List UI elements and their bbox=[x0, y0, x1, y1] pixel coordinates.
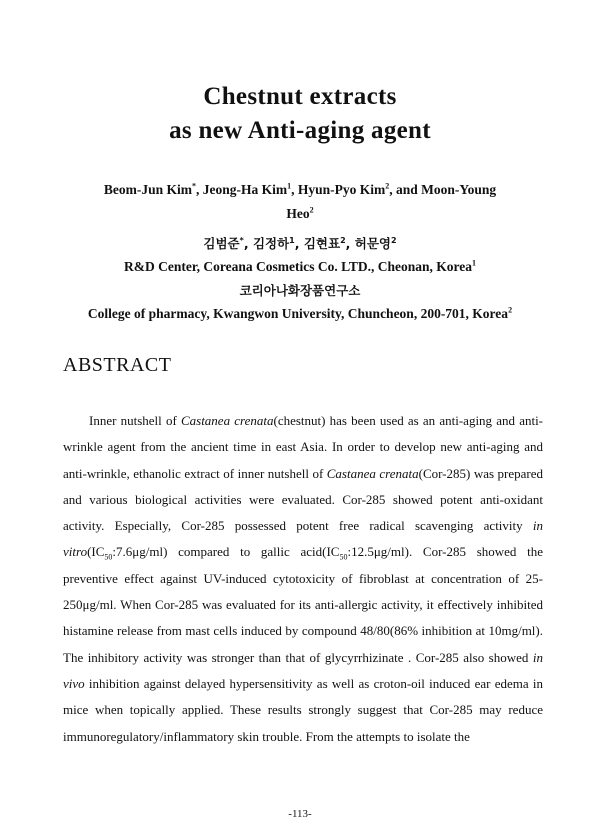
abstract-body: Inner nutshell of Castanea crenata(chestnut) has been used as an anti-aging and anti-wrinkle agent from the ancient time in east Asia. In order to develop new anti-aging and anti-wrinkle, ethanolic extract of inner nutshell of Castanea crenata(Cor-285) was prepared and various biological activities were evaluated. Cor-285 showed potent anti-oxidant activity. Especially, Cor-285 possessed potent free radical scavenging activity in $vitro(IC_{50}:7.6\mu g/ml)$ compared to gallic $acid(IC_{50}:12.5\mu g/ml)$. Cor-285 showed the preventive effect against UV-induced cytotoxicity of fibroblast at concentration of 25-250μg/ml. When Cor-285 was evaluated for its anti-allergic activity, it effectively inhibited histamine release from mast cells induced by compound 48/80(86% inhibition at 10mg/ml). The inhibitory activity was stronger than that of glycyrrhizinate . Cor-285 also showed in vivo inhibition against delayed hypersensitivity as well as croton-oil induced ear edema in mice when topically applied. These results strongly suggest that Cor-285 may reduce immunoregulatory/inflammatory skin trouble. From the attempts to isolate the bbox=[63, 413, 544, 744]
author-4-rest: Heo bbox=[286, 206, 310, 221]
species-name: Castanea crenata bbox=[326, 465, 419, 481]
affiliation-2: College of pharmacy, Kwangwon University, Chuncheon, 200-701, Korea$^2$ bbox=[87, 305, 513, 321]
author-list: Beom-Jun Kim*, Jeong-Ha Kim$^1$, Hyun-Pyo Kim$^2$, and Moon-Young Heo$^2$ bbox=[103, 181, 497, 221]
page-number: -113- bbox=[288, 808, 312, 820]
author-list-korean: 김범준*, 김정하$^1$, 김현표$^2$, 허문영$^2$ bbox=[203, 235, 397, 251]
author-2: Jeong-Ha Kim bbox=[202, 182, 288, 197]
author-1: Beom-Jun Kim bbox=[103, 182, 192, 197]
author-3: Hyun-Pyo Kim bbox=[297, 182, 386, 197]
affiliation-1-korean: 코리아나화장품연구소 bbox=[239, 283, 361, 298]
abstract-heading: ABSTRACT bbox=[63, 354, 172, 376]
paper-title-line1: Chestnut extracts bbox=[203, 83, 397, 110]
affiliation-1: R&D Center, Coreana Cosmetics Co. LTD., Cheonan, Korea$^1$ bbox=[124, 258, 476, 274]
paper-title-line2: as new Anti-aging agent bbox=[169, 117, 431, 144]
species-name: Castanea crenata bbox=[180, 413, 274, 428]
author-4-prefix: and Moon-Young bbox=[396, 182, 497, 197]
